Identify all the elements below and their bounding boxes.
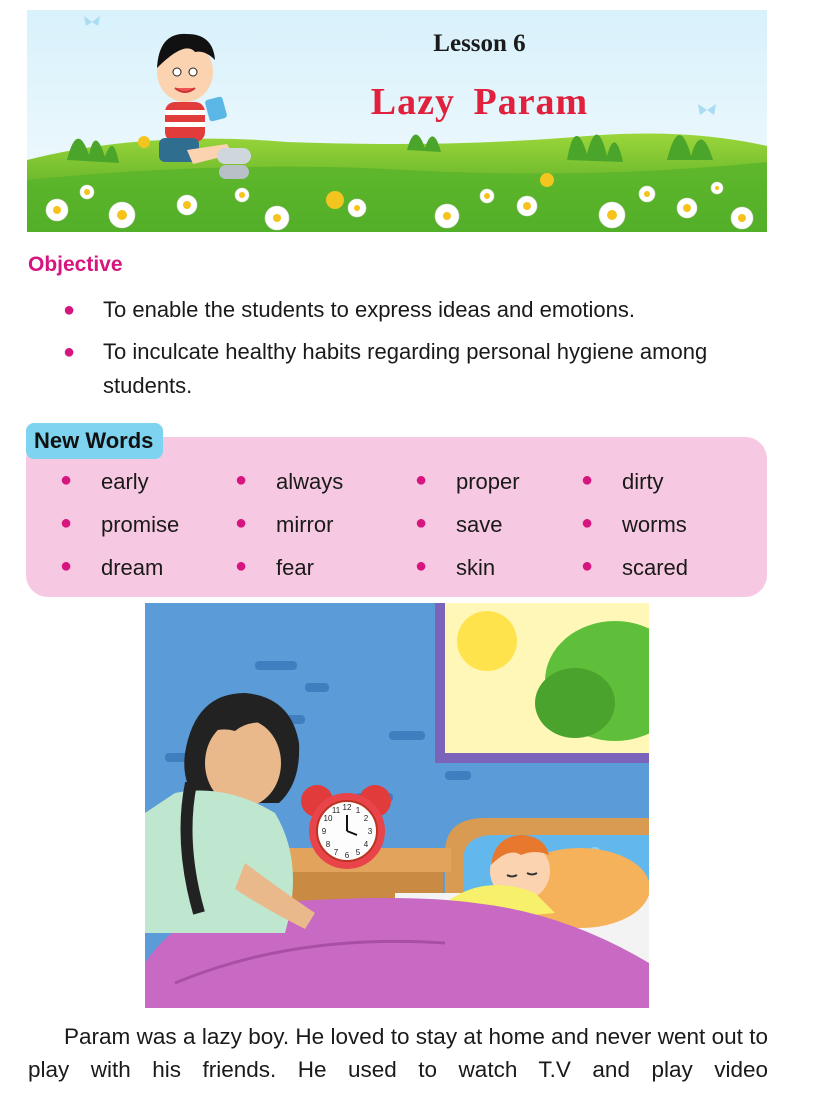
new-words-grid <box>60 469 760 598</box>
bullet-icon: ● <box>235 512 248 534</box>
lesson-number: Lesson 6 <box>433 30 526 57</box>
word-text: promise <box>101 512 180 537</box>
word-text: mirror <box>276 512 334 537</box>
clock-number: 9 <box>321 827 327 836</box>
bullet-icon: ● <box>63 299 76 321</box>
word-text: save <box>456 512 503 537</box>
objective-list <box>60 292 780 403</box>
clock-number: 2 <box>363 814 369 823</box>
word-text: proper <box>456 469 520 494</box>
lesson-banner <box>27 10 767 232</box>
word-row <box>60 469 760 512</box>
objective-heading: Objective <box>28 253 123 276</box>
bullet-icon: ● <box>60 469 73 491</box>
clock-number: 10 <box>323 814 333 823</box>
clock-number: 7 <box>333 848 339 857</box>
word-text: dream <box>101 555 164 580</box>
objective-text: To inculcate healthy habits regarding personal hygiene among students. <box>103 339 708 398</box>
bullet-icon: ● <box>581 469 594 491</box>
lesson-title: Lazy Param <box>370 81 589 123</box>
bullet-icon: ● <box>415 512 428 534</box>
bullet-icon: ● <box>235 469 248 491</box>
bullet-icon: ● <box>60 555 73 577</box>
word-text: fear <box>276 555 314 580</box>
story-paragraph: Param was a lazy boy. He loved to stay at home and never went out to play with his friends. He used to watch T.V and play video <box>28 1024 768 1082</box>
word-text: always <box>276 469 344 494</box>
clock-number: 3 <box>367 827 373 836</box>
clock-number: 4 <box>363 840 369 849</box>
word-text: skin <box>456 555 496 580</box>
new-words-heading: New Words <box>26 423 163 459</box>
word-text: scared <box>622 555 689 580</box>
bullet-icon: ● <box>60 512 73 534</box>
clock-number: 6 <box>344 851 350 860</box>
word-row <box>60 555 760 598</box>
clock-number: 12 <box>342 803 352 812</box>
objective-item <box>60 292 780 328</box>
clock-number: 11 <box>331 806 341 815</box>
bullet-icon: ● <box>63 341 76 363</box>
bullet-icon: ● <box>235 555 248 577</box>
bullet-icon: ● <box>415 555 428 577</box>
objective-item <box>60 335 780 403</box>
clock-number: 5 <box>355 848 361 857</box>
clock-number: 1 <box>355 806 361 815</box>
story-illustration <box>145 603 649 1008</box>
word-text: early <box>101 469 149 494</box>
clock-number: 8 <box>325 840 331 849</box>
bullet-icon: ● <box>581 512 594 534</box>
objective-text: To enable the students to express ideas and emotions. <box>103 297 636 322</box>
bullet-icon: ● <box>581 555 594 577</box>
word-text: worms <box>622 512 687 537</box>
word-text: dirty <box>622 469 664 494</box>
word-row <box>60 512 760 555</box>
bullet-icon: ● <box>415 469 428 491</box>
